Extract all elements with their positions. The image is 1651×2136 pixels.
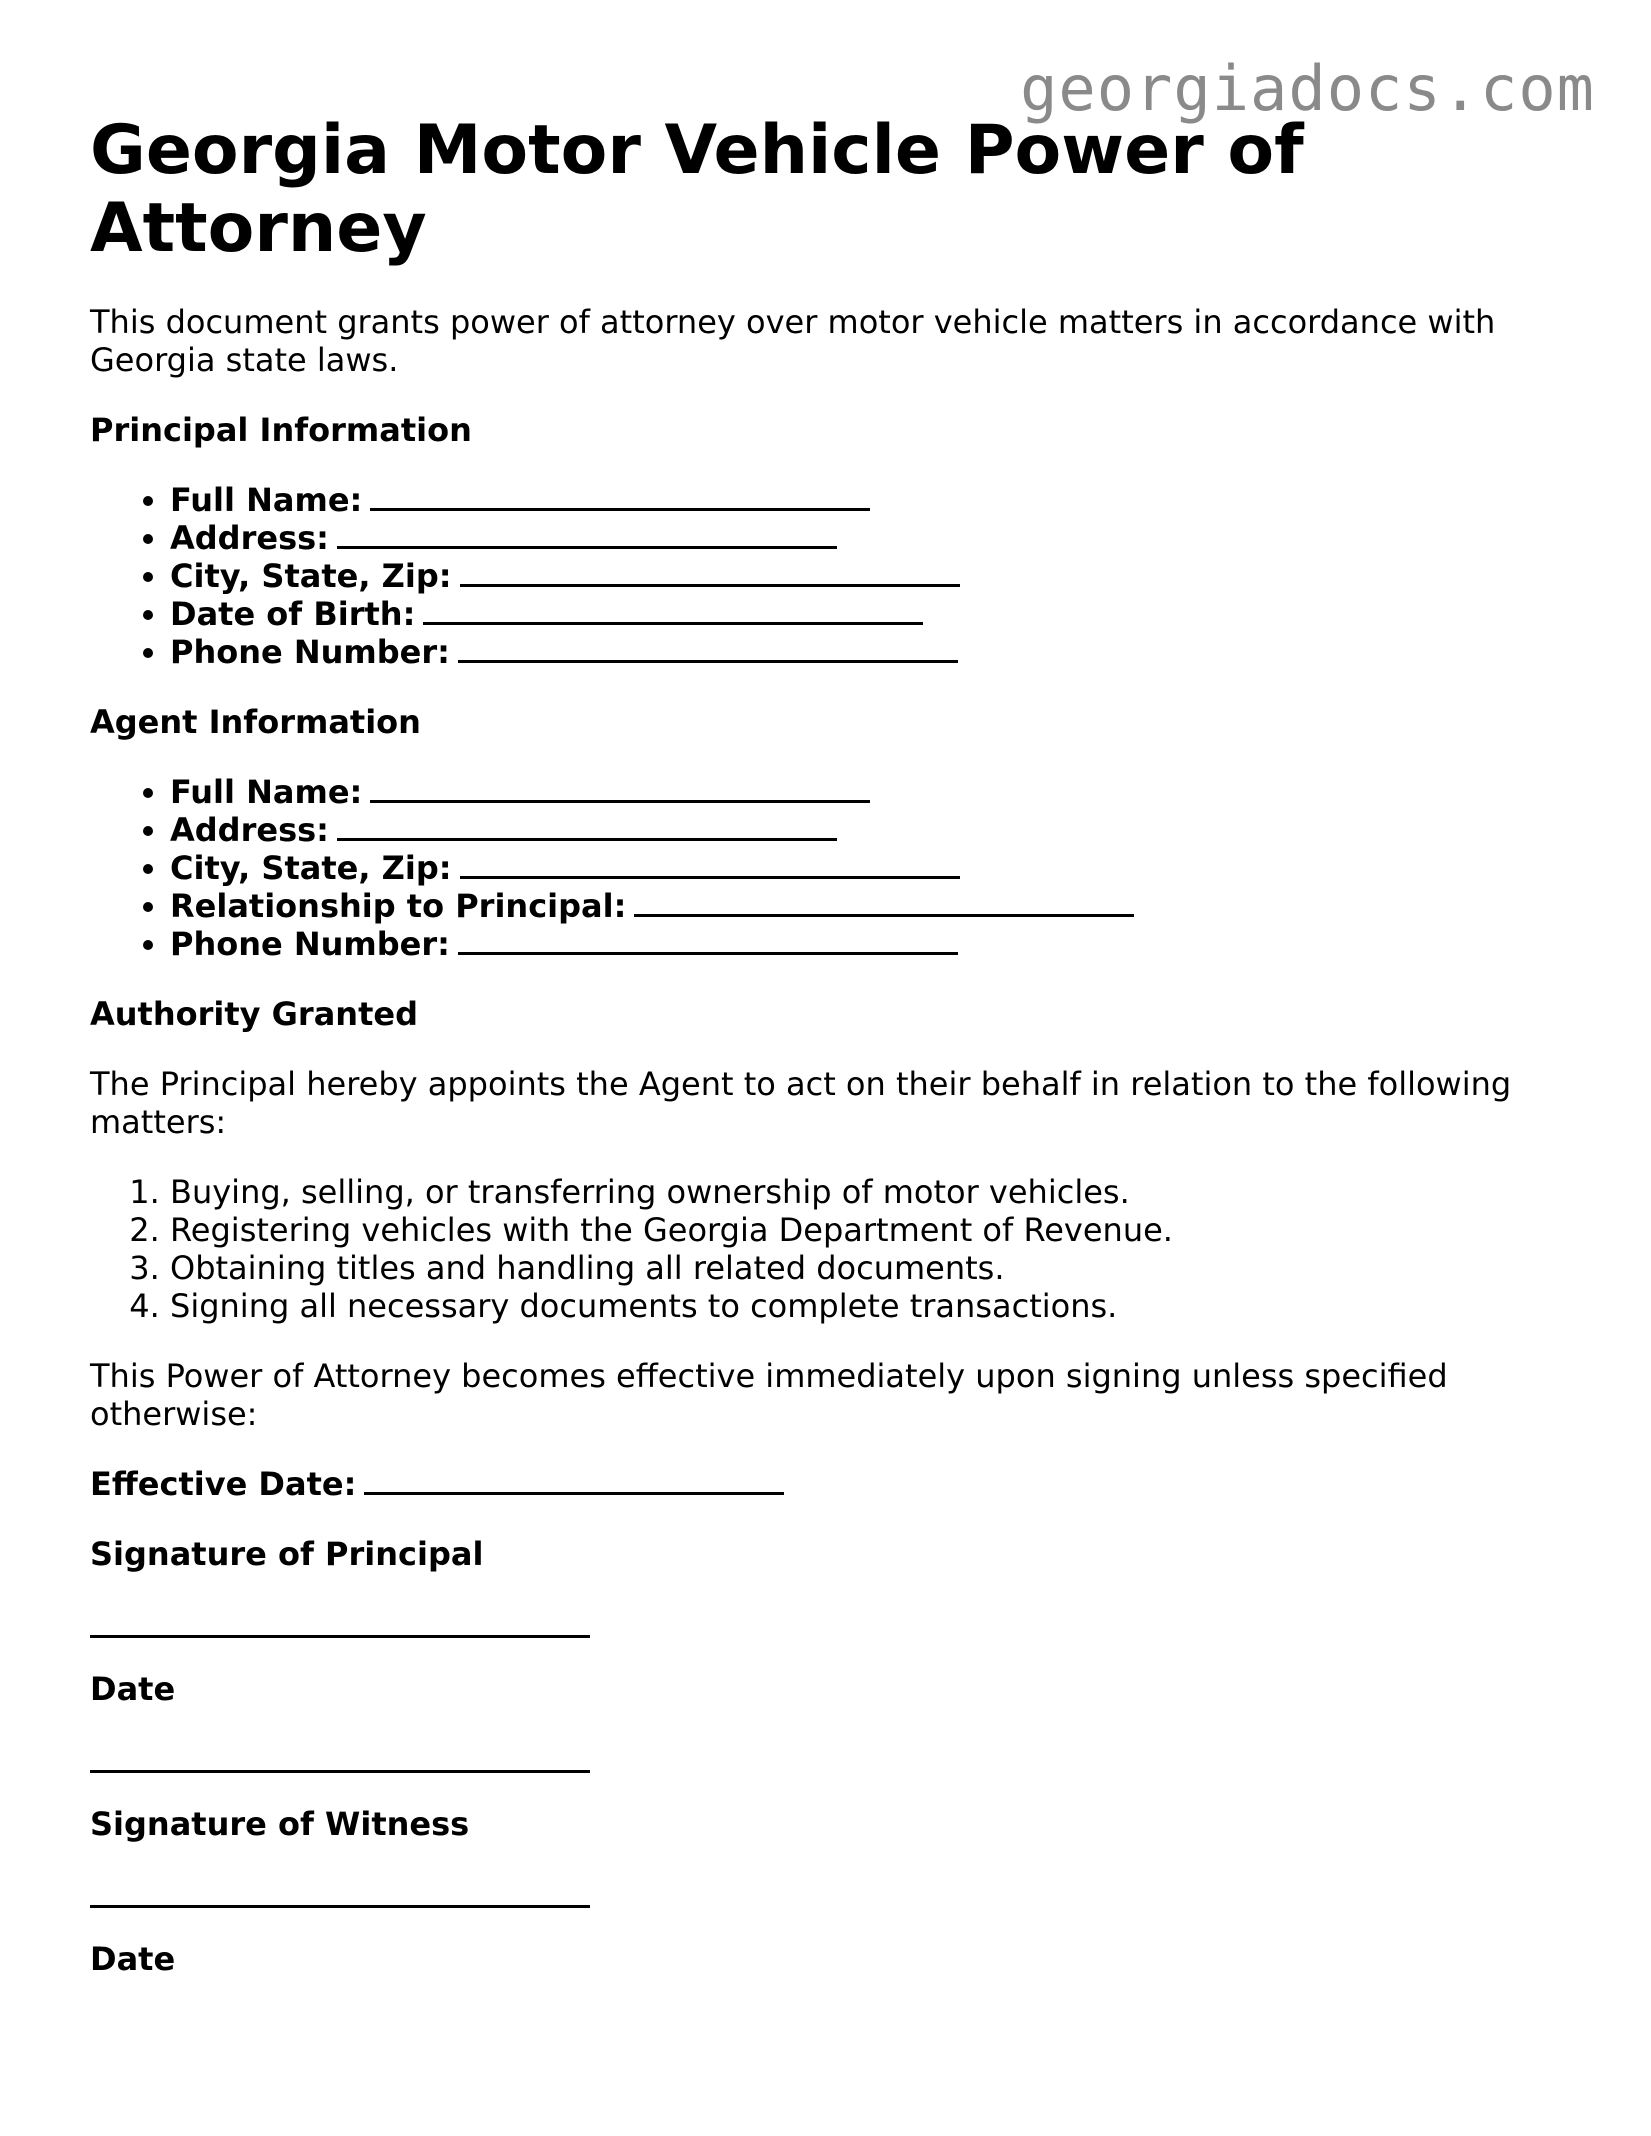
principal-address-field: • Address: <box>170 519 1570 557</box>
agent-phone-field: • Phone Number: <box>170 925 1570 963</box>
agent-full-name-field: • Full Name: <box>170 773 1570 811</box>
principal-city-state-zip-field: • City, State, Zip: <box>170 557 1570 595</box>
document-page <box>90 112 1570 1978</box>
document-title: Georgia Motor Vehicle Power of Attorney <box>90 111 1304 268</box>
authority-list <box>90 1173 1570 1325</box>
blank-line[interactable] <box>458 634 958 663</box>
principal-phone-field: • Phone Number: <box>170 633 1570 671</box>
blank-line[interactable] <box>460 850 960 879</box>
blank-line[interactable] <box>364 1466 784 1495</box>
authority-item: 3. Obtaining titles and handling all related documents. <box>170 1249 1570 1287</box>
blank-line[interactable] <box>370 482 870 511</box>
intro-paragraph: This document grants power of attorney over motor vehicle matters in accordance with Georgia state laws. <box>90 303 1496 379</box>
principal-signature-label: Signature of Principal <box>90 1535 484 1573</box>
agent-heading: Agent Information <box>90 703 421 741</box>
authority-item: 1. Buying, selling, or transferring ownership of motor vehicles. <box>170 1173 1570 1211</box>
witness-signature-label: Signature of Witness <box>90 1805 470 1843</box>
watermark: georgiadocs.com <box>1020 52 1595 125</box>
agent-relationship-field: • Relationship to Principal: <box>170 887 1570 925</box>
blank-line[interactable] <box>337 812 837 841</box>
witness-signature-line[interactable] <box>90 1905 590 1908</box>
agent-city-state-zip-field: • City, State, Zip: <box>170 849 1570 887</box>
agent-fields <box>90 773 1570 963</box>
authority-item: 4. Signing all necessary documents to complete transactions. <box>170 1287 1570 1325</box>
blank-line[interactable] <box>458 926 958 955</box>
effective-date-field: Effective Date: <box>90 1465 1570 1503</box>
blank-line[interactable] <box>634 888 1134 917</box>
principal-heading: Principal Information <box>90 411 472 449</box>
blank-line[interactable] <box>337 520 837 549</box>
date-label: Date <box>90 1670 176 1708</box>
date-line[interactable] <box>90 1770 590 1773</box>
date-label: Date <box>90 1940 176 1978</box>
effective-note: This Power of Attorney becomes effective immediately upon signing unless specified otherwise: <box>90 1357 1448 1433</box>
principal-fields <box>90 481 1570 671</box>
blank-line[interactable] <box>460 558 960 587</box>
authority-heading: Authority Granted <box>90 995 418 1033</box>
agent-address-field: • Address: <box>170 811 1570 849</box>
authority-intro: The Principal hereby appoints the Agent to act on their behalf in relation to the following matters: <box>90 1065 1512 1141</box>
blank-line[interactable] <box>423 596 923 625</box>
principal-signature-line[interactable] <box>90 1635 590 1638</box>
authority-item: 2. Registering vehicles with the Georgia Department of Revenue. <box>170 1211 1570 1249</box>
principal-dob-field: • Date of Birth: <box>170 595 1570 633</box>
blank-line[interactable] <box>370 774 870 803</box>
principal-full-name-field: • Full Name: <box>170 481 1570 519</box>
